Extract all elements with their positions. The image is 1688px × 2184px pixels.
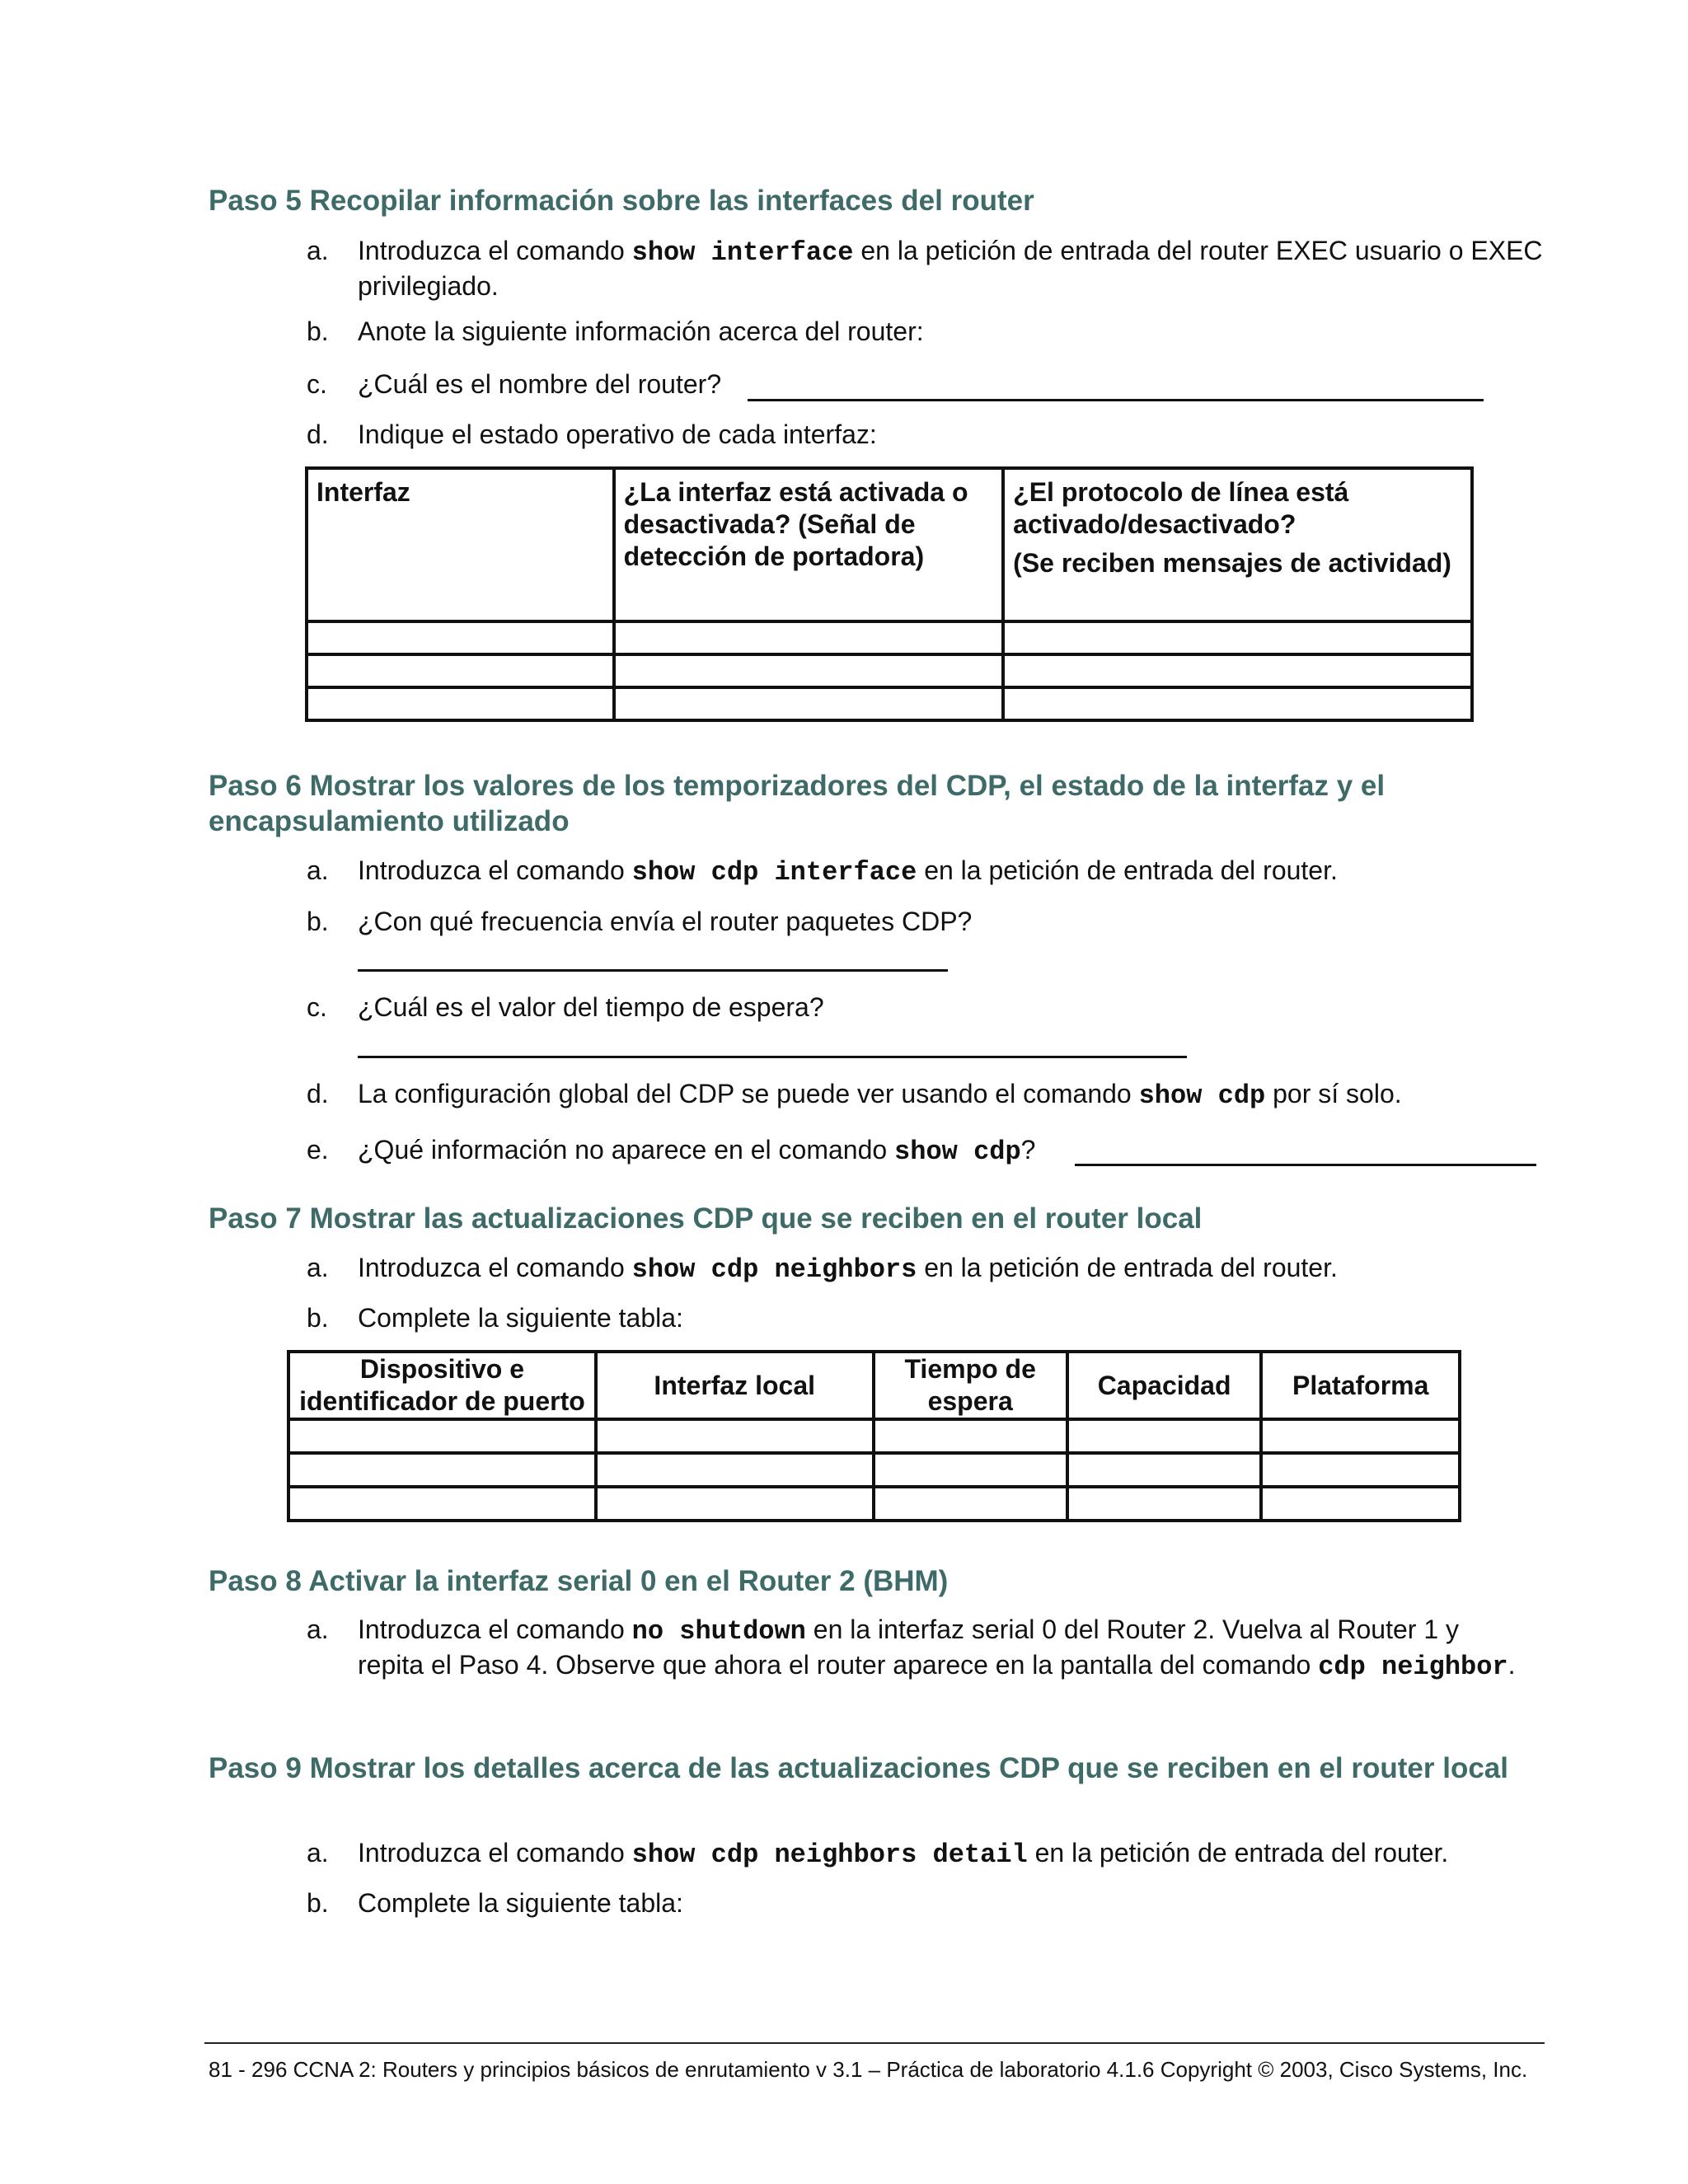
item-label: a. <box>307 236 329 265</box>
header-cell-interface-status: ¿La interfaz está activada o desactivada? (Señal de detección de portadora) <box>614 468 1004 621</box>
answer-line-router-name[interactable] <box>748 399 1484 401</box>
step6-title: Paso 6 Mostrar los valores de los temporizadores del CDP, el estado de la interfaz y el encapsulamiento utilizado <box>209 770 1386 837</box>
item-label: e. <box>307 1135 329 1165</box>
table-row <box>288 1419 1460 1453</box>
item-label: a. <box>307 1615 329 1644</box>
command-text: show cdp neighbors <box>631 1254 917 1285</box>
item-label: a. <box>307 855 329 885</box>
interface-status-table <box>305 466 1474 722</box>
step7-item-b <box>307 1301 1526 1335</box>
text-part: La configuración global del CDP se puede ver usando el comando <box>358 1079 1139 1108</box>
answer-line-holdtime[interactable] <box>358 1056 1187 1058</box>
command-text: show cdp interface <box>631 857 917 888</box>
table-cell[interactable] <box>288 1419 596 1453</box>
table-cell[interactable] <box>1261 1419 1460 1453</box>
answer-line-show-cdp-info[interactable] <box>1075 1164 1536 1166</box>
table-row <box>307 654 1472 687</box>
header-cell-device-port-id: Dispositivo e identificador de puerto <box>288 1352 596 1419</box>
header-cell-interfaz: Interfaz <box>307 468 614 621</box>
table-cell[interactable] <box>1067 1487 1262 1521</box>
item-label: b. <box>307 907 329 936</box>
step6-item-c <box>307 991 1526 1024</box>
answer-line-cdp-frequency[interactable] <box>358 969 948 972</box>
command-text: cdp neighbor <box>1318 1652 1508 1682</box>
step6-item-b <box>307 905 1526 939</box>
item-label: b. <box>307 1303 329 1333</box>
item-text: ¿Cuál es el nombre del router? <box>358 369 722 399</box>
item-text <box>358 1251 1569 1286</box>
table-cell[interactable] <box>307 687 614 720</box>
table-row <box>307 687 1472 720</box>
command-text: no shutdown <box>631 1616 806 1647</box>
table-cell[interactable] <box>874 1419 1067 1453</box>
table-cell[interactable] <box>1003 621 1472 654</box>
table-row <box>288 1453 1460 1487</box>
item-label: c. <box>307 369 327 399</box>
header-cell-local-interface: Interfaz local <box>596 1352 874 1419</box>
table-cell[interactable] <box>1067 1419 1262 1453</box>
table-row <box>288 1487 1460 1521</box>
text-part: Introduzca el comando <box>358 1838 632 1868</box>
step5-item-a <box>307 234 1543 303</box>
item-text: ¿Cuál es el valor del tiempo de espera? <box>358 992 824 1022</box>
table-cell[interactable] <box>614 654 1004 687</box>
item-text <box>358 234 1545 303</box>
table-cell[interactable] <box>307 621 614 654</box>
item-text: ¿Con qué frecuencia envía el router paquetes CDP? <box>358 907 973 936</box>
step8-item-a <box>307 1613 1526 1717</box>
step5-title: Paso 5 Recopilar información sobre las interfaces del router <box>209 185 1034 217</box>
item-label: d. <box>307 419 329 449</box>
table-cell[interactable] <box>1261 1487 1460 1521</box>
step5-item-c <box>307 368 1526 401</box>
text-part: ? <box>1020 1135 1036 1165</box>
header-cell-capability: Capacidad <box>1067 1352 1262 1419</box>
table-row <box>307 621 1472 654</box>
text-part: ¿Qué información no aparece en el comando <box>358 1135 895 1165</box>
table-cell[interactable] <box>614 621 1004 654</box>
table-header-row <box>288 1352 1460 1419</box>
table-header-row <box>307 468 1472 621</box>
command-text: show cdp neighbors detail <box>631 1840 1028 1870</box>
item-label: b. <box>307 1888 329 1918</box>
text-part: en la petición de entrada del router. <box>1027 1838 1449 1868</box>
step9-title: Paso 9 Mostrar los detalles acerca de las actualizaciones CDP que se reciben en el router local <box>209 1752 1508 1784</box>
text-part: Introduzca el comando <box>358 236 632 265</box>
step5-item-b <box>307 315 1526 349</box>
header-cell-line-protocol <box>1003 468 1472 621</box>
table-cell[interactable] <box>1003 687 1472 720</box>
text-part: en la interfaz serial 0 del Router 2. Vuelva al Router 1 y repita el Paso 4. Observe que ahora el router aparece en la pantalla del comando <box>358 1615 1459 1680</box>
table-cell[interactable] <box>1003 654 1472 687</box>
step6-item-e <box>307 1133 1526 1167</box>
text-part: Introduzca el comando <box>358 1615 632 1644</box>
command-text: show cdp <box>894 1137 1021 1167</box>
table-cell[interactable] <box>614 687 1004 720</box>
table-cell[interactable] <box>1067 1453 1262 1487</box>
table-cell[interactable] <box>288 1453 596 1487</box>
text-part: Introduzca el comando <box>358 855 632 885</box>
table-cell[interactable] <box>874 1487 1067 1521</box>
item-text <box>358 1836 1569 1872</box>
item-label: b. <box>307 316 329 346</box>
step6-item-a <box>307 854 1526 888</box>
item-text: Complete la siguiente tabla: <box>358 1888 683 1918</box>
table-cell[interactable] <box>288 1487 596 1521</box>
header-cell-holdtime: Tiempo de espera <box>874 1352 1067 1419</box>
step7-title: Paso 7 Mostrar las actualizaciones CDP que se reciben en el router local <box>209 1202 1203 1235</box>
table-cell[interactable] <box>874 1453 1067 1487</box>
item-text <box>358 854 1569 889</box>
text-part: en la petición de entrada del router EXEC usuario o EXEC privilegiado. <box>358 236 1543 301</box>
header-cell-platform: Plataforma <box>1261 1352 1460 1419</box>
item-text: Indique el estado operativo de cada interfaz: <box>358 419 877 449</box>
item-label: c. <box>307 992 327 1022</box>
item-label: a. <box>307 1253 329 1282</box>
page-footer: 81 - 296 CCNA 2: Routers y principios básicos de enrutamiento v 3.1 – Práctica de laboratorio 4.1.6 Copyright © 2003, Cisco Systems, Inc. <box>209 2057 1528 2082</box>
command-text: show cdp <box>1138 1080 1266 1111</box>
table-cell[interactable] <box>1261 1453 1460 1487</box>
item-text: Anote la siguiente información acerca del router: <box>358 316 924 346</box>
item-label: d. <box>307 1079 329 1108</box>
text-part: Introduzca el comando <box>358 1253 632 1282</box>
header-text: ¿El protocolo de línea está activado/desactivado? <box>1013 477 1349 539</box>
item-text <box>358 1077 1569 1113</box>
item-label: a. <box>307 1838 329 1868</box>
text-part: por sí solo. <box>1265 1079 1402 1108</box>
table-cell[interactable] <box>596 1419 874 1453</box>
step8-title: Paso 8 Activar la interfaz serial 0 en el Router 2 (BHM) <box>209 1565 949 1597</box>
text-part: en la petición de entrada del router. <box>917 1253 1338 1282</box>
step9-item-a <box>307 1836 1526 1870</box>
item-text <box>358 1613 1528 1684</box>
header-text-extra: (Se reciben mensajes de actividad) <box>1013 548 1451 578</box>
table-cell[interactable] <box>307 654 614 687</box>
item-text: Complete la siguiente tabla: <box>358 1303 683 1333</box>
cdp-neighbors-table <box>287 1350 1461 1522</box>
step6-item-d <box>307 1077 1526 1111</box>
text-part: . <box>1507 1650 1516 1680</box>
command-text: show interface <box>631 237 854 268</box>
step5-item-d <box>307 418 1526 452</box>
step7-item-a <box>307 1251 1526 1285</box>
text-part: en la petición de entrada del router. <box>917 855 1338 885</box>
table-cell[interactable] <box>596 1453 874 1487</box>
table-cell[interactable] <box>596 1487 874 1521</box>
step9-item-b <box>307 1886 1526 1920</box>
footer-divider <box>204 2042 1545 2044</box>
